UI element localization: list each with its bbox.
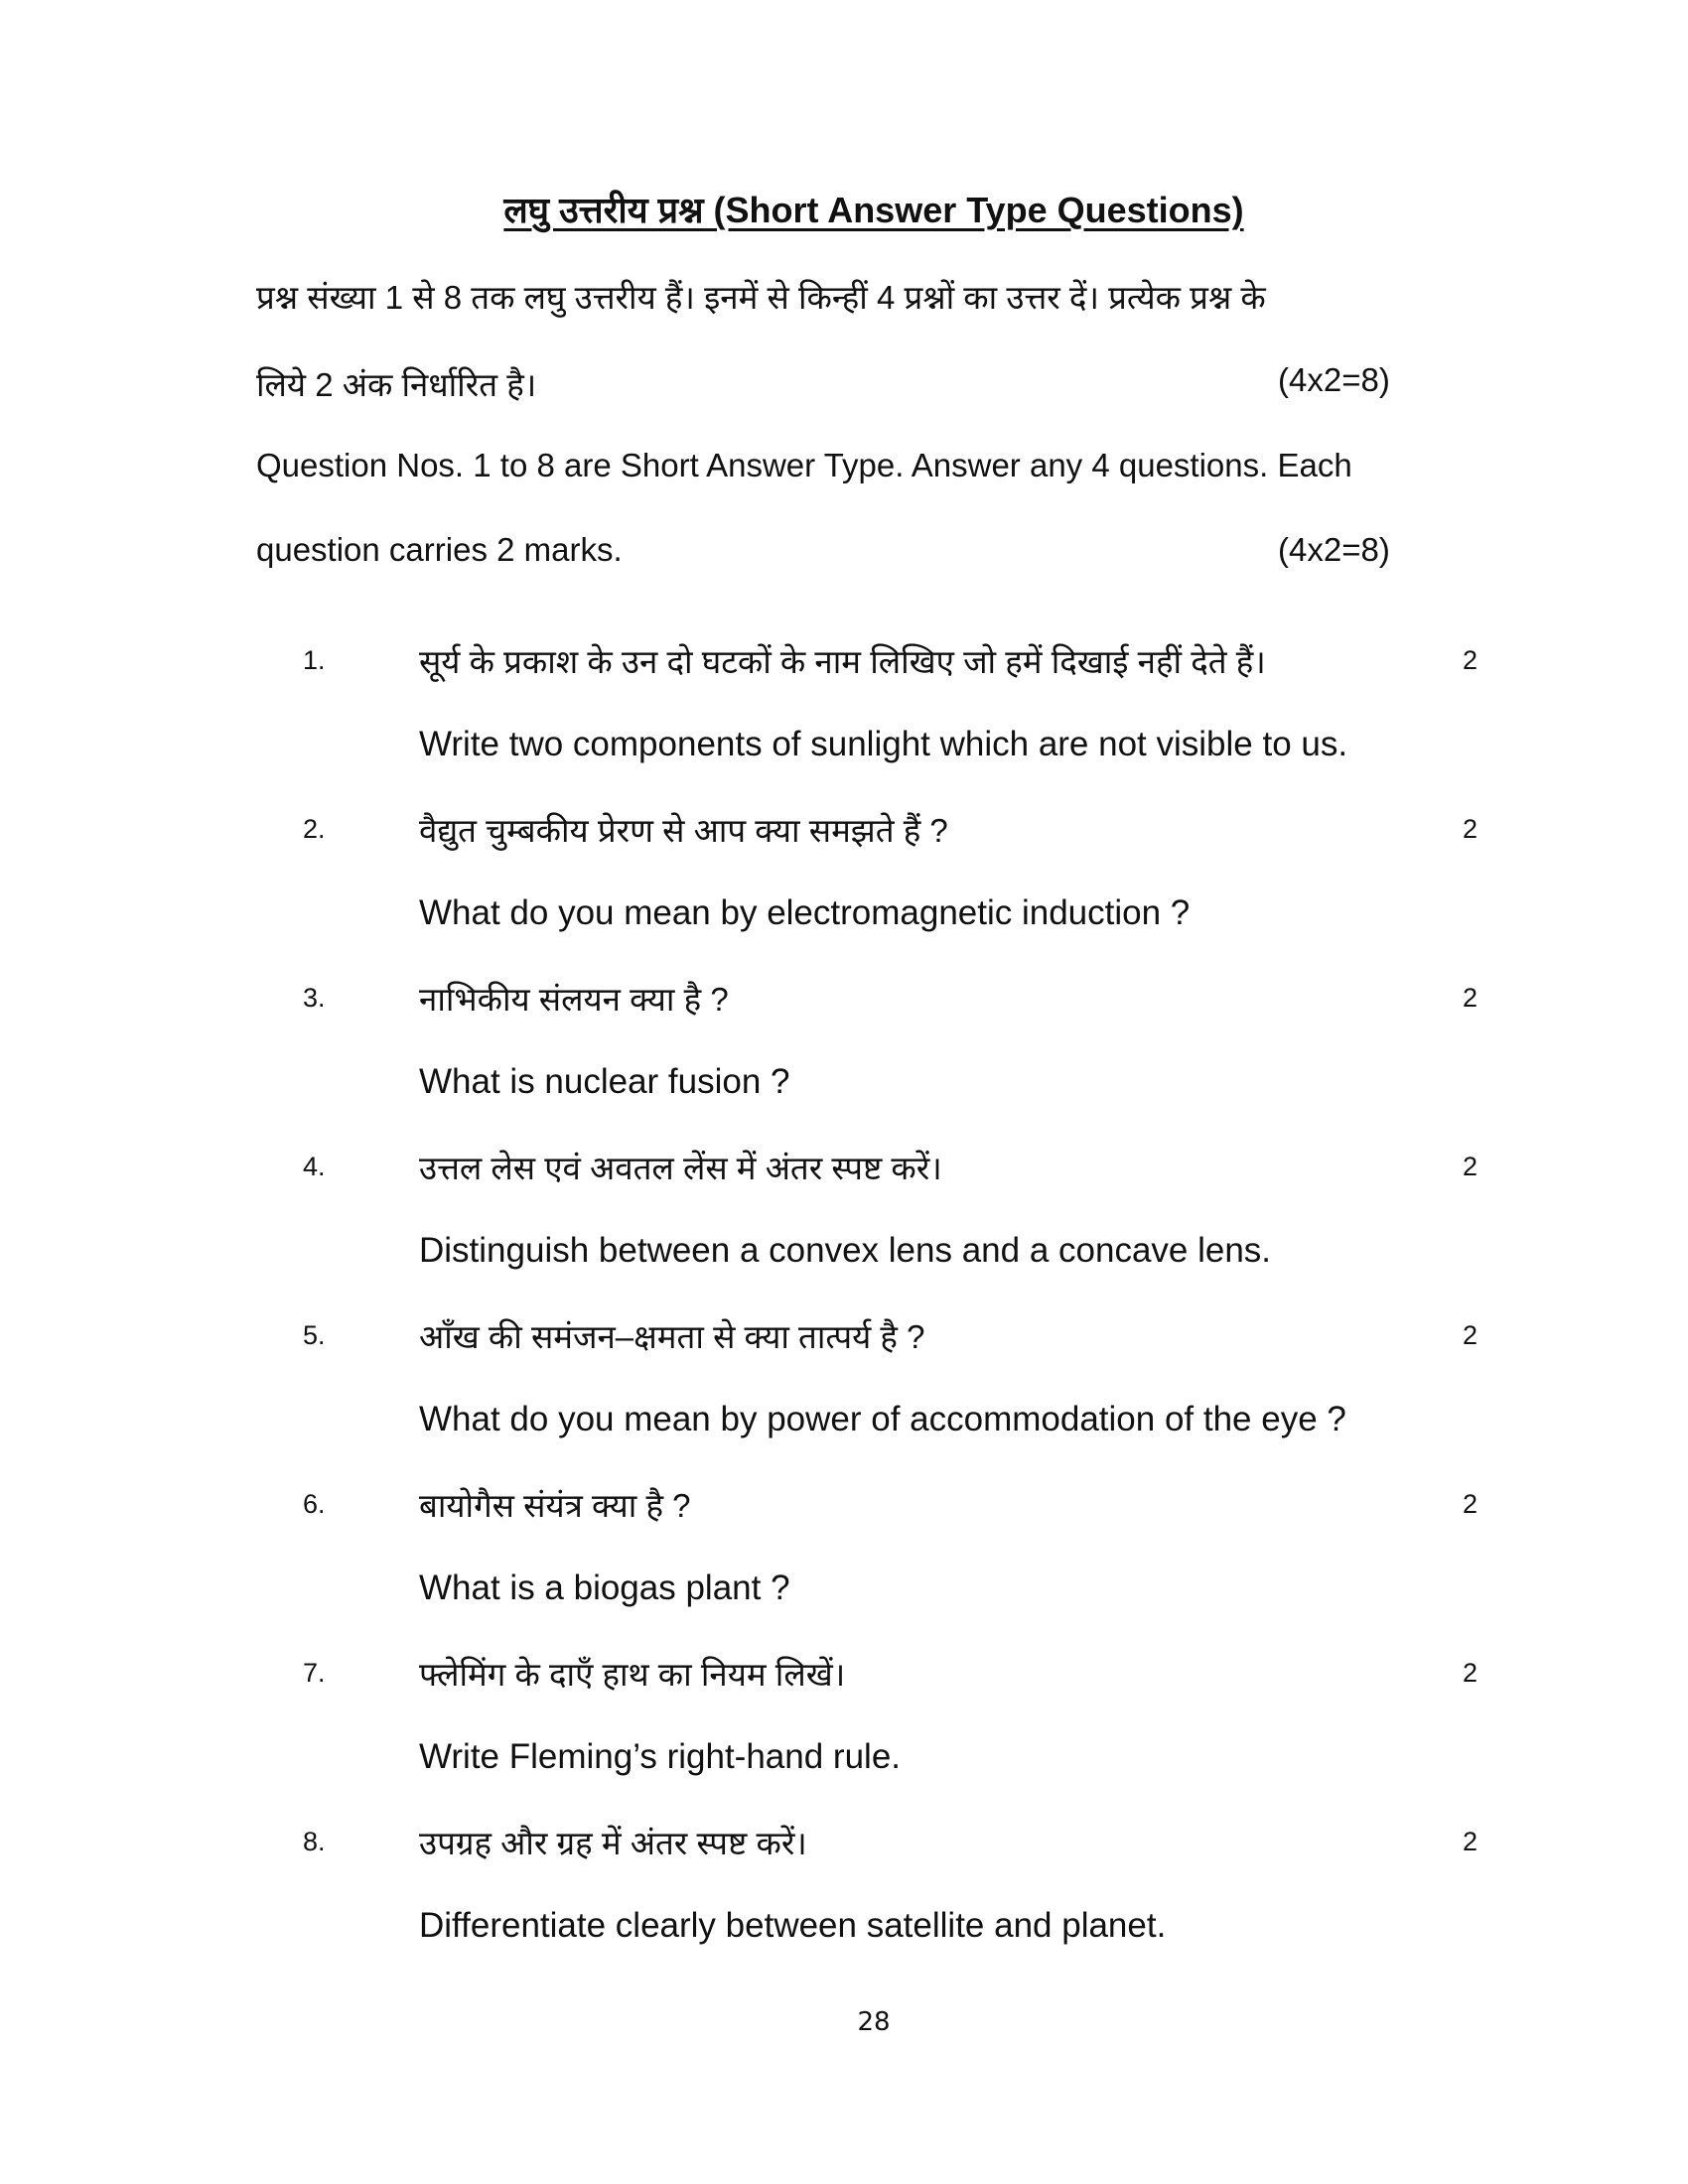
- question-english: Write two components of sunlight which are not visible to us.: [419, 725, 1348, 763]
- instructions-hindi-marks: (4x2=8): [1278, 361, 1390, 398]
- question-marks: 2: [1463, 1658, 1478, 1688]
- question-number: 8.: [303, 1827, 326, 1856]
- question-hindi: उपग्रह और ग्रह में अंतर स्पष्ट करें।: [419, 1825, 807, 1861]
- question-number: 2.: [303, 814, 326, 844]
- question-number: 7.: [303, 1658, 326, 1688]
- instructions-english-marks: (4x2=8): [1278, 531, 1390, 568]
- instructions-english-line2: question carries 2 marks.: [256, 531, 623, 568]
- question-number: 6.: [303, 1489, 326, 1519]
- page-number: 28: [857, 2007, 891, 2037]
- question-hindi: उत्तल लेस एवं अवतल लेंस में अंतर स्पष्ट करें।: [419, 1150, 942, 1186]
- question-english: What do you mean by electromagnetic induction ?: [419, 893, 1191, 932]
- question-marks: 2: [1463, 1827, 1478, 1856]
- question-number: 5.: [303, 1320, 326, 1350]
- question-marks: 2: [1463, 814, 1478, 844]
- question-hindi: फ्लेमिंग के दाएँ हाथ का नियम लिखें।: [419, 1656, 846, 1693]
- section-title: लघु उत्तरीय प्रश्न (Short Answer Type Questions): [503, 190, 1244, 230]
- instructions-hindi-text1: प्रश्न संख्या 1 से 8 तक लघु उत्तरीय हैं। इनमें से किन्हीं 4 प्रश्नों का उत्तर दें। प्रत्येक प्रश्न के: [256, 279, 1266, 316]
- question-number: 4.: [303, 1152, 326, 1181]
- question-number: 1.: [303, 645, 326, 675]
- question-hindi: आँख की समंजन–क्षमता से क्या तात्पर्य है ?: [419, 1318, 925, 1355]
- instructions-hindi-line1: [256, 274, 1487, 319]
- question-english: What is a biogas plant ?: [419, 1569, 790, 1607]
- question-hindi: नाभिकीय संलयन क्या है ?: [419, 981, 729, 1018]
- question-marks: 2: [1463, 1489, 1478, 1519]
- question-english: What is nuclear fusion ?: [419, 1062, 790, 1101]
- question-english: Write Fleming’s right-hand rule.: [419, 1737, 902, 1776]
- question-marks: 2: [1463, 645, 1478, 675]
- question-marks: 2: [1463, 1320, 1478, 1350]
- instructions-english-line1: Question Nos. 1 to 8 are Short Answer Type. Answer any 4 questions. Each: [256, 447, 1352, 483]
- question-marks: 2: [1463, 983, 1478, 1013]
- question-english: Differentiate clearly between satellite and planet.: [419, 1906, 1167, 1945]
- question-hindi: वैद्युत चुम्बकीय प्रेरण से आप क्या समझते हैं ?: [419, 812, 948, 849]
- question-english: Distinguish between a convex lens and a concave lens.: [419, 1231, 1272, 1270]
- question-hindi: बायोगैस संयंत्र क्या है ?: [419, 1487, 691, 1524]
- instructions-hindi-line2: लिये 2 अंक निर्धारित है।: [256, 366, 537, 403]
- question-hindi: सूर्य के प्रकाश के उन दो घटकों के नाम लिखिए जो हमें दिखाई नहीं देते हैं।: [419, 643, 1266, 680]
- question-number: 3.: [303, 983, 326, 1013]
- question-english: What do you mean by power of accommodation of the eye ?: [419, 1400, 1346, 1438]
- question-marks: 2: [1463, 1152, 1478, 1181]
